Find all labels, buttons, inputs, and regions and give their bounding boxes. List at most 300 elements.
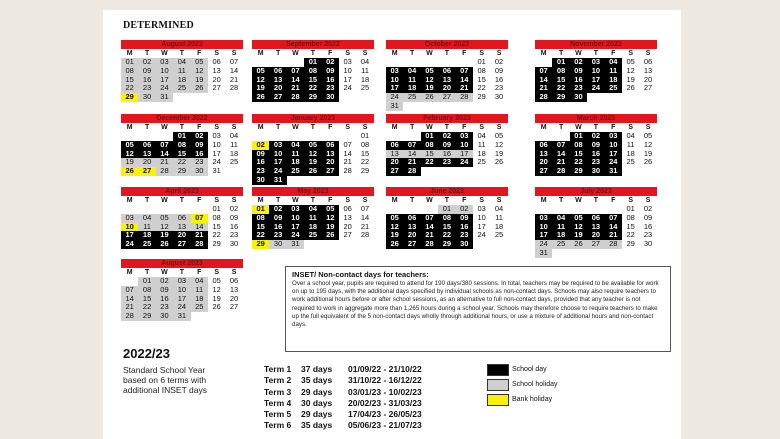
day-cell: 18 <box>287 158 304 167</box>
month-calendar <box>535 187 657 258</box>
day-cell: 20 <box>403 231 420 240</box>
day-cell: 03 <box>386 67 403 76</box>
month-title: June 2023 <box>386 187 508 196</box>
day-cell: 16 <box>229 221 239 231</box>
day-cell: 13 <box>438 76 455 85</box>
day-cell: 27 <box>212 83 221 93</box>
day-cell: 28 <box>343 166 352 176</box>
day-cell: 02 <box>494 57 504 66</box>
day-cell: 21 <box>343 157 352 167</box>
day-cell: 25 <box>229 157 239 167</box>
day-cell: 14 <box>229 65 239 75</box>
month-title: February 2023 <box>386 114 508 123</box>
day-cell: 21 <box>191 231 208 240</box>
day-cell: 28 <box>191 240 208 249</box>
day-cell: 21 <box>156 158 173 167</box>
month-title: November 2022 <box>535 40 657 49</box>
day-cell: 02 <box>191 132 208 141</box>
weekday-header: S <box>628 50 633 57</box>
day-cell: 05 <box>643 131 653 140</box>
legend-item-bank-holiday <box>487 392 558 407</box>
day-cell: 27 <box>386 167 403 176</box>
day-cell: 08 <box>360 139 370 149</box>
day-cell: 07 <box>156 141 173 150</box>
day-cell: 15 <box>121 76 138 85</box>
weekday-header: T <box>144 197 150 204</box>
day-cell: 24 <box>535 240 552 249</box>
day-cell: 31 <box>173 312 190 321</box>
day-cell: 06 <box>386 141 403 150</box>
weekday-header: T <box>593 50 598 57</box>
day-cell: 21 <box>535 84 552 93</box>
day-cell <box>304 240 321 249</box>
day-cell: 05 <box>626 57 635 66</box>
day-cell: 04 <box>626 131 635 140</box>
day-cell <box>473 102 490 111</box>
day-cell: 28 <box>403 167 420 176</box>
day-cell: 10 <box>456 141 473 150</box>
day-cell <box>639 249 656 258</box>
term-days: 29 days <box>301 386 333 397</box>
day-cell <box>339 93 356 102</box>
term-range: 03/01/23 - 10/02/23 <box>348 386 422 397</box>
day-cell: 17 <box>587 76 604 85</box>
day-cell <box>225 312 242 321</box>
day-cell: 24 <box>605 158 622 167</box>
day-cell: 30 <box>570 93 587 102</box>
day-cell: 11 <box>361 65 369 75</box>
day-cell: 28 <box>421 240 438 249</box>
day-cell: 19 <box>252 84 269 93</box>
day-cell: 13 <box>386 150 403 159</box>
day-cell: 26 <box>643 157 653 167</box>
day-cell <box>587 249 604 258</box>
day-cell: 04 <box>304 205 321 214</box>
day-cell: 20 <box>438 84 455 93</box>
day-cell: 09 <box>570 67 587 76</box>
day-cell: 24 <box>121 240 138 249</box>
day-cell: 09 <box>252 150 269 159</box>
day-cell: 05 <box>252 67 269 76</box>
day-cell <box>622 93 639 102</box>
day-cell: 02 <box>156 277 173 286</box>
month-title: January 2023 <box>252 114 374 123</box>
day-cell: 25 <box>138 240 155 249</box>
day-cell: 14 <box>287 76 304 85</box>
term-range: 01/09/22 - 21/10/22 <box>348 364 422 374</box>
weekday-header: F <box>197 50 202 57</box>
day-cell: 21 <box>456 84 473 93</box>
weekday-header: F <box>611 124 616 131</box>
day-cell: 01 <box>626 204 635 213</box>
term-range: 31/10/22 - 16/12/22 <box>348 375 422 386</box>
weekday-header: S <box>231 50 237 57</box>
day-cell <box>490 240 507 249</box>
weekday-header: M <box>257 197 264 204</box>
day-cell: 08 <box>121 67 138 76</box>
day-cell: 04 <box>191 277 208 286</box>
weekday-header: S <box>345 124 350 131</box>
weekday-header: S <box>479 124 484 131</box>
day-cell: 19 <box>304 158 321 167</box>
day-cell: 21 <box>360 221 370 231</box>
day-cell: 09 <box>269 214 286 223</box>
day-cell: 01 <box>477 57 486 66</box>
day-cell: 18 <box>173 76 190 85</box>
day-cell: 05 <box>121 141 138 150</box>
day-cell: 12 <box>386 223 403 232</box>
day-cell: 11 <box>626 139 635 149</box>
day-cell: 16 <box>269 223 286 232</box>
day-cell: 03 <box>477 204 486 213</box>
day-cell: 07 <box>456 67 473 76</box>
day-cell: 09 <box>156 286 173 295</box>
year-title: 2022/23 <box>123 346 170 361</box>
day-cell: 02 <box>229 204 239 213</box>
weekday-header: T <box>179 50 184 57</box>
day-cell: 29 <box>360 166 370 176</box>
weekday-header: T <box>275 124 281 131</box>
day-cell: 09 <box>191 141 208 150</box>
day-cell: 19 <box>191 76 208 85</box>
day-cell: 27 <box>322 167 339 176</box>
weekday-header: W <box>575 50 582 57</box>
day-cell: 23 <box>229 230 239 240</box>
day-cell: 19 <box>156 231 173 240</box>
day-cell: 04 <box>173 58 190 67</box>
day-cell: 03 <box>269 141 286 150</box>
day-cell: 28 <box>552 167 569 176</box>
day-cell: 21 <box>421 231 438 240</box>
weekday-header: S <box>496 197 502 204</box>
day-cell: 11 <box>605 67 622 76</box>
day-cell: 25 <box>173 84 190 93</box>
day-cell <box>339 240 356 249</box>
day-cell: 08 <box>212 212 221 222</box>
day-cell: 16 <box>494 74 504 84</box>
day-cell: 12 <box>626 65 635 75</box>
weekday-header: T <box>179 197 184 204</box>
term-row <box>264 387 458 398</box>
day-cell: 22 <box>173 158 190 167</box>
day-cell: 22 <box>570 158 587 167</box>
day-cell <box>191 93 208 102</box>
day-cell: 16 <box>138 76 155 85</box>
day-cell: 05 <box>191 58 208 67</box>
day-cell <box>552 249 569 258</box>
day-cell: 23 <box>587 158 604 167</box>
month-title: December 2022 <box>121 114 243 123</box>
day-cell: 08 <box>138 286 155 295</box>
day-cell: 19 <box>643 148 653 158</box>
day-cell <box>490 102 507 111</box>
month-title: May 2023 <box>252 187 374 196</box>
day-cell: 24 <box>343 83 352 93</box>
day-cell: 06 <box>403 214 420 223</box>
day-cell <box>356 93 373 102</box>
day-cell: 25 <box>360 83 370 93</box>
day-cell: 11 <box>304 214 321 223</box>
weekday-header: T <box>310 197 315 204</box>
day-cell: 06 <box>438 67 455 76</box>
day-cell: 29 <box>438 240 455 249</box>
day-cell <box>456 102 473 111</box>
day-cell: 29 <box>121 93 138 102</box>
day-cell: 07 <box>360 204 370 213</box>
day-cell: 27 <box>269 93 286 102</box>
day-cell <box>225 167 242 176</box>
weekday-header: S <box>345 50 350 57</box>
weekday-header: S <box>479 197 484 204</box>
weekday-header: W <box>426 50 433 57</box>
day-cell: 01 <box>212 204 221 213</box>
day-cell: 25 <box>477 157 486 167</box>
weekday-header: T <box>409 50 415 57</box>
month-calendar <box>386 40 508 111</box>
weekday-header: W <box>426 197 433 204</box>
day-cell: 19 <box>121 158 138 167</box>
day-cell: 10 <box>269 150 286 159</box>
day-cell: 29 <box>252 240 269 249</box>
month-grid <box>252 123 374 185</box>
month-grid <box>535 196 657 258</box>
day-cell <box>456 167 473 176</box>
day-cell: 17 <box>477 221 486 231</box>
day-cell <box>438 102 455 111</box>
day-cell: 15 <box>212 221 221 231</box>
day-cell <box>490 167 507 176</box>
day-cell: 23 <box>570 84 587 93</box>
day-cell <box>322 176 339 185</box>
month-grid <box>386 49 508 111</box>
month-calendar <box>121 114 243 176</box>
day-cell: 02 <box>456 205 473 214</box>
day-cell: 13 <box>229 284 239 294</box>
day-cell: 29 <box>552 93 569 102</box>
day-cell: 01 <box>360 131 370 140</box>
day-cell: 10 <box>386 76 403 85</box>
weekday-header: M <box>540 50 547 57</box>
day-cell: 29 <box>570 167 587 176</box>
day-cell: 30 <box>587 167 604 176</box>
day-cell: 23 <box>322 84 339 93</box>
day-cell: 29 <box>626 239 635 249</box>
term-days: 35 days <box>301 420 333 431</box>
day-cell: 22 <box>477 83 486 93</box>
weekday-header: S <box>231 124 237 131</box>
day-cell <box>473 240 490 249</box>
day-cell: 20 <box>212 74 221 84</box>
weekday-header: S <box>214 197 219 204</box>
day-cell: 12 <box>121 150 138 159</box>
day-cell: 09 <box>494 65 504 75</box>
month-calendar <box>121 187 243 249</box>
day-cell: 26 <box>304 167 321 176</box>
day-cell: 24 <box>477 230 486 240</box>
weekday-header: T <box>558 50 564 57</box>
weekday-header: S <box>214 50 219 57</box>
day-cell: 16 <box>570 76 587 85</box>
day-cell: 29 <box>304 93 321 102</box>
day-cell: 27 <box>643 83 653 93</box>
day-cell: 28 <box>360 230 370 240</box>
day-cell: 08 <box>304 67 321 76</box>
day-cell: 02 <box>138 58 155 67</box>
day-cell: 05 <box>570 214 587 223</box>
day-cell <box>287 176 304 185</box>
day-cell: 08 <box>570 141 587 150</box>
day-cell: 07 <box>343 139 352 149</box>
weekday-header: T <box>144 124 150 131</box>
day-cell: 18 <box>403 84 420 93</box>
day-cell: 17 <box>121 231 138 240</box>
day-cell: 22 <box>304 84 321 93</box>
day-cell: 31 <box>535 249 552 258</box>
weekday-header: M <box>257 50 264 57</box>
day-cell: 20 <box>138 158 155 167</box>
term-name: Term 6 <box>264 420 292 431</box>
day-cell: 23 <box>269 231 286 240</box>
day-cell: 19 <box>494 148 504 158</box>
bank-holiday-swatch <box>487 394 509 406</box>
day-cell: 18 <box>229 148 239 158</box>
day-cell: 15 <box>626 221 635 231</box>
term-row <box>264 398 458 409</box>
day-cell: 13 <box>535 150 552 159</box>
weekday-header: S <box>231 197 237 204</box>
day-cell: 30 <box>494 92 504 102</box>
day-cell <box>421 167 438 176</box>
term-name: Term 5 <box>264 409 292 420</box>
term-name: Term 3 <box>264 386 292 397</box>
weekday-header: T <box>444 124 449 131</box>
month-grid <box>386 123 508 176</box>
day-cell: 17 <box>156 76 173 85</box>
day-cell <box>639 93 656 102</box>
weekday-header: M <box>257 124 264 131</box>
day-cell: 06 <box>535 141 552 150</box>
day-cell: 29 <box>212 239 221 249</box>
day-cell: 27 <box>343 230 352 240</box>
day-cell: 15 <box>421 150 438 159</box>
weekday-header: S <box>362 50 368 57</box>
day-cell: 04 <box>494 204 504 213</box>
term-range: 20/02/23 - 31/03/23 <box>348 397 422 408</box>
day-cell: 13 <box>173 223 190 232</box>
day-cell: 07 <box>535 67 552 76</box>
term-range: 05/06/23 - 21/07/23 <box>348 420 422 431</box>
day-cell: 23 <box>191 158 208 167</box>
day-cell: 10 <box>121 223 138 232</box>
day-cell: 23 <box>138 84 155 93</box>
day-cell: 04 <box>229 131 239 140</box>
month-calendar <box>252 40 374 102</box>
day-cell: 31 <box>287 240 304 249</box>
terms-table <box>264 364 458 432</box>
day-cell: 31 <box>386 102 403 111</box>
day-cell: 01 <box>304 58 321 67</box>
day-cell: 18 <box>360 74 370 84</box>
day-cell: 05 <box>156 214 173 223</box>
day-cell: 08 <box>438 214 455 223</box>
day-cell: 17 <box>343 74 352 84</box>
year-description: Standard School Year based on 6 terms with additional INSET days <box>123 365 207 395</box>
month-calendar <box>252 187 374 249</box>
day-cell: 24 <box>386 93 403 102</box>
day-cell: 14 <box>121 295 138 304</box>
day-cell: 06 <box>138 141 155 150</box>
day-cell: 27 <box>173 240 190 249</box>
day-cell: 27 <box>403 240 420 249</box>
day-cell: 19 <box>421 84 438 93</box>
day-cell: 17 <box>269 158 286 167</box>
day-cell: 19 <box>386 231 403 240</box>
weekday-header: T <box>558 197 564 204</box>
weekday-header: M <box>126 50 133 57</box>
day-cell: 20 <box>322 158 339 167</box>
day-cell <box>473 167 490 176</box>
day-cell <box>356 240 373 249</box>
weekday-header: S <box>496 124 502 131</box>
day-cell: 22 <box>360 157 370 167</box>
day-cell: 15 <box>138 295 155 304</box>
term-row <box>264 364 458 375</box>
day-cell: 02 <box>570 58 587 67</box>
month-title: October 2022 <box>386 40 508 49</box>
inset-body: Over a school year, pupils are required to attend for 190 days/380 sessions. In total, teachers may be required to be available for work on up to 195 days, with the additional days specified by individual schools as non-contact days. Schools may also require teachers to work additional hours before or after school sessions, as an alternative to full non-contact days, provided that any teacher is not required to work in aggregate more than 1,265 hours during a school year. Schools may therefore choose to require teachers to make up the full equivalent of the 5 non-contact days wholly through additional hours, or use a mixture of additional hours and non-contact days. <box>292 280 659 329</box>
month-calendar <box>252 114 374 185</box>
weekday-header: T <box>593 197 598 204</box>
day-cell: 24 <box>269 167 286 176</box>
weekday-header: S <box>345 197 350 204</box>
day-cell: 11 <box>552 223 569 232</box>
weekday-header: W <box>292 124 299 131</box>
weekday-header: S <box>645 124 651 131</box>
day-cell: 26 <box>156 240 173 249</box>
day-cell: 05 <box>494 131 504 140</box>
day-cell: 02 <box>322 58 339 67</box>
day-cell: 10 <box>173 286 190 295</box>
day-cell <box>622 167 639 176</box>
day-cell: 30 <box>229 239 239 249</box>
day-cell: 18 <box>138 231 155 240</box>
weekday-header: F <box>197 124 202 131</box>
weekday-header: M <box>540 197 547 204</box>
day-cell: 03 <box>287 205 304 214</box>
day-cell <box>622 249 639 258</box>
weekday-header: T <box>144 50 150 57</box>
day-cell: 31 <box>605 167 622 176</box>
day-cell: 17 <box>605 150 622 159</box>
legend-label: Bank holiday <box>512 396 553 403</box>
day-cell: 08 <box>421 141 438 150</box>
weekday-header: S <box>628 197 633 204</box>
day-cell: 01 <box>421 132 438 141</box>
day-cell: 16 <box>191 150 208 159</box>
day-cell: 06 <box>212 57 221 66</box>
day-cell: 06 <box>322 141 339 150</box>
day-cell: 31 <box>212 166 221 176</box>
day-cell: 22 <box>438 231 455 240</box>
day-cell: 28 <box>456 93 473 102</box>
day-cell: 19 <box>626 74 635 84</box>
day-cell: 22 <box>552 84 569 93</box>
weekday-header: W <box>161 50 168 57</box>
day-cell: 13 <box>212 65 221 75</box>
day-cell: 09 <box>229 212 239 222</box>
day-cell: 22 <box>212 230 221 240</box>
day-cell: 12 <box>421 76 438 85</box>
